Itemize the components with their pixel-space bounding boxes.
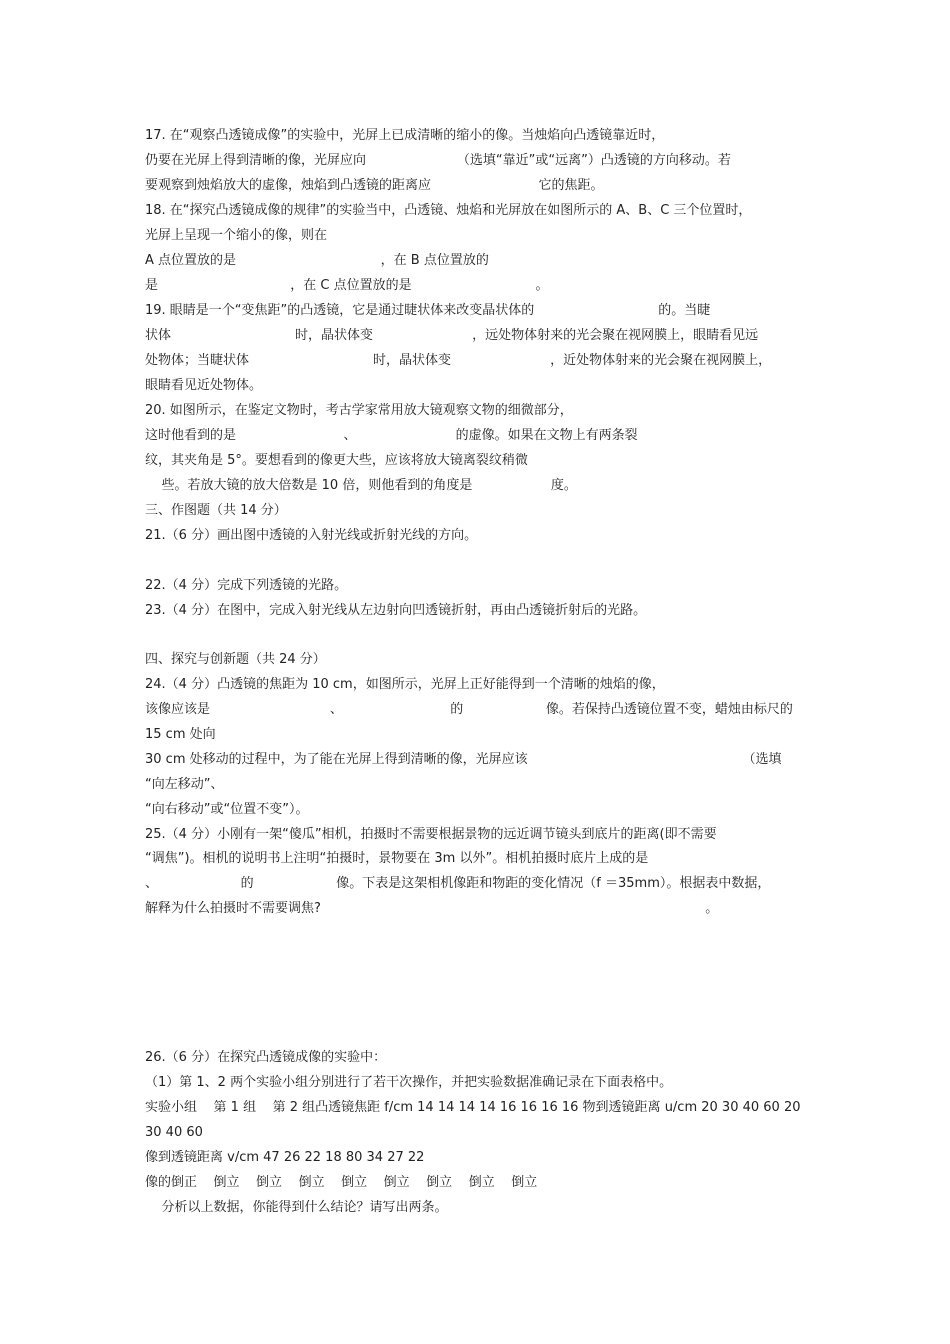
q18-line-3: A 点位置放的是 ，在 B 点位置放的 (145, 253, 489, 268)
q19-line-1: 19. 眼睛是一个“变焦距”的凸透镜，它是通过睫状体来改变晶状体的 的。当睫 (145, 303, 711, 318)
q24-line-5: “向左移动”、 (145, 777, 224, 792)
q25-line-1: 25.（4 分）小刚有一架“傻瓜”相机，拍摄时不需要根据景物的远近调节镜头到底片的距离(即不需要 (145, 827, 717, 842)
q19-line-4: 眼睛看见近处物体。 (145, 378, 263, 393)
q20-line-3: 纹，其夹角是 5°。要想看到的像更大些，应该将放大镜离裂纹稍微 (145, 453, 528, 468)
q24-line-4: 30 cm 处移动的过程中，为了能在光屏上得到清晰的像，光屏应该 （选填 (145, 752, 782, 767)
q17-line-2: 仍要在光屏上得到清晰的像，光屏应向 （选填“靠近”或“远离”）凸透镜的方向移动。若 (145, 153, 731, 168)
q26-line-1: 26.（6 分）在探究凸透镜成像的实验中： (145, 1050, 387, 1065)
q24-line-6: “向右移动”或“位置不变”）。 (145, 802, 309, 817)
q26-line-2: （1）第 1、2 两个实验小组分别进行了若干次操作，并把实验数据准确记录在下面表格中。 (145, 1075, 673, 1090)
section-3-heading: 三、作图题（共 14 分） (145, 503, 287, 518)
q20-line-2: 这时他看到的是 、 的虚像。如果在文物上有两条裂 (145, 428, 638, 443)
q26-line-last: 分析以上数据，你能得到什么结论？请写出两条。 (145, 1200, 448, 1215)
q23-line: 23.（4 分）在图中，完成入射光线从左边射向凹透镜折射，再由凸透镜折射后的光路。 (145, 603, 647, 618)
q18-line-1: 18. 在“探究凸透镜成像的规律”的实验当中，凸透镜、烛焰和光屏放在如图所示的 A、B、C 三个位置时， (145, 203, 752, 218)
q24-line-3: 15 cm 处向 (145, 727, 216, 742)
q26-table-line-1: 实验小组 第 1 组 第 2 组凸透镜焦距 f/cm 14 14 14 14 16 16 16 16 物到透镜距离 u/cm 20 30 40 60 20 (145, 1100, 801, 1115)
q20-line-1: 20. 如图所示，在鉴定文物时，考古学家常用放大镜观察文物的细微部分， (145, 403, 573, 418)
q26-table-line-2: 30 40 60 (145, 1125, 203, 1140)
q19-line-2: 状体 时，晶状体变 ，远处物体射来的光会聚在视网膜上，眼睛看见远 (145, 328, 759, 343)
q17-line-3: 要观察到烛焰放大的虚像，烛焰到凸透镜的距离应 它的焦距。 (145, 178, 604, 193)
section-4-heading: 四、探究与创新题（共 24 分） (145, 652, 326, 667)
q25-line-3: 、 的 像。下表是这架相机像距和物距的变化情况（f ＝35mm）。根据表中数据， (145, 876, 771, 891)
q18-line-4: 是 ，在 C 点位置放的是 。 (145, 278, 549, 293)
q26-table-line-4: 像的倒正 倒立 倒立 倒立 倒立 倒立 倒立 倒立 倒立 (145, 1175, 538, 1190)
q24-line-2: 该像应该是 、 的 像。若保持凸透镜位置不变，蜡烛由标尺的 (145, 702, 793, 717)
q17-line-1: 17. 在“观察凸透镜成像”的实验中，光屏上已成清晰的缩小的像。当烛焰向凸透镜靠近时， (145, 128, 665, 143)
q24-line-1: 24.（4 分）凸透镜的焦距为 10 cm，如图所示，光屏上正好能得到一个清晰的烛焰的像， (145, 677, 665, 692)
q22-line: 22.（4 分）完成下列透镜的光路。 (145, 578, 348, 593)
q25-line-4: 解释为什么拍摄时不需要调焦? 。 (145, 901, 719, 916)
q25-line-2: “调焦”)。相机的说明书上注明“拍摄时，景物要在 3m 以外”。相机拍摄时底片上成的是 (145, 851, 649, 866)
q20-line-4: 些。若放大镜的放大倍数是 10 倍，则他看到的角度是 度。 (145, 478, 577, 493)
q19-line-3: 处物体；当睫状体 时，晶状体变 ，近处物体射来的光会聚在视网膜上， (145, 353, 772, 368)
q21-line: 21.（6 分）画出图中透镜的入射光线或折射光线的方向。 (145, 528, 478, 543)
q18-line-2: 光屏上呈现一个缩小的像，则在 (145, 228, 328, 243)
q26-table-line-3: 像到透镜距离 v/cm 47 26 22 18 80 34 27 22 (145, 1150, 425, 1165)
